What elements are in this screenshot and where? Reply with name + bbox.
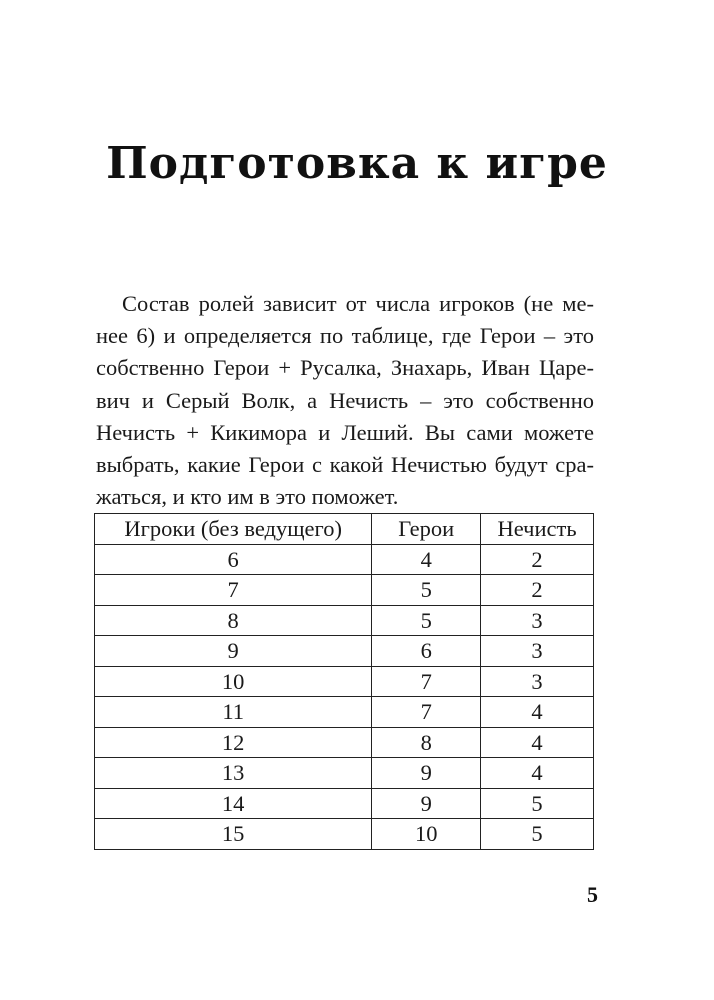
cell-players: 15	[95, 819, 372, 850]
cell-players: 8	[95, 605, 372, 636]
header-heroes: Герои	[372, 514, 481, 545]
cell-heroes: 9	[372, 758, 481, 789]
table-row	[95, 636, 594, 667]
paragraph-line: собственно Герои + Русалка, Знахарь, Иван Царе-	[96, 355, 594, 381]
table-row	[95, 819, 594, 850]
header-evil: Нечисть	[481, 514, 594, 545]
cell-heroes: 10	[372, 819, 481, 850]
cell-players: 10	[95, 666, 372, 697]
paragraph-line: нее 6) и определяется по таблице, где Герои – это	[96, 323, 594, 349]
paragraph-line: выбрать, какие Герои с какой Нечистью будут сра-	[96, 452, 594, 478]
paragraph-line: жаться, и кто им в это поможет.	[96, 484, 399, 510]
table-row	[95, 575, 594, 606]
cell-players: 13	[95, 758, 372, 789]
paragraph-line: Состав ролей зависит от числа игроков (не ме-	[122, 291, 594, 316]
cell-heroes: 9	[372, 788, 481, 819]
table-row	[95, 758, 594, 789]
table-row	[95, 788, 594, 819]
table-row	[95, 544, 594, 575]
cell-players: 11	[95, 697, 372, 728]
cell-evil: 3	[481, 636, 594, 667]
cell-heroes: 5	[372, 605, 481, 636]
cell-evil: 5	[481, 788, 594, 819]
cell-heroes: 6	[372, 636, 481, 667]
table-row	[95, 666, 594, 697]
cell-evil: 5	[481, 819, 594, 850]
cell-evil: 3	[481, 605, 594, 636]
table-row	[95, 727, 594, 758]
cell-evil: 2	[481, 544, 594, 575]
page-number: 5	[587, 882, 598, 907]
body-paragraph	[96, 288, 594, 513]
table-row	[95, 697, 594, 728]
cell-evil: 4	[481, 697, 594, 728]
cell-evil: 4	[481, 727, 594, 758]
cell-evil: 2	[481, 575, 594, 606]
cell-heroes: 7	[372, 697, 481, 728]
header-players: Игроки (без ведущего)	[95, 514, 372, 545]
table-row	[95, 605, 594, 636]
paragraph-line: вич и Серый Волк, а Нечисть – это собственно	[96, 387, 594, 413]
cell-heroes: 7	[372, 666, 481, 697]
cell-heroes: 4	[372, 544, 481, 575]
cell-players: 12	[95, 727, 372, 758]
cell-evil: 4	[481, 758, 594, 789]
table-header-row	[95, 514, 594, 545]
paragraph-line: Нечисть + Кикимора и Леший. Вы сами можете	[96, 419, 594, 445]
cell-heroes: 8	[372, 727, 481, 758]
cell-players: 14	[95, 788, 372, 819]
roles-table	[94, 513, 594, 850]
cell-heroes: 5	[372, 575, 481, 606]
cell-evil: 3	[481, 666, 594, 697]
cell-players: 9	[95, 636, 372, 667]
page-title: Подготовка к игре	[106, 138, 608, 189]
cell-players: 7	[95, 575, 372, 606]
cell-players: 6	[95, 544, 372, 575]
